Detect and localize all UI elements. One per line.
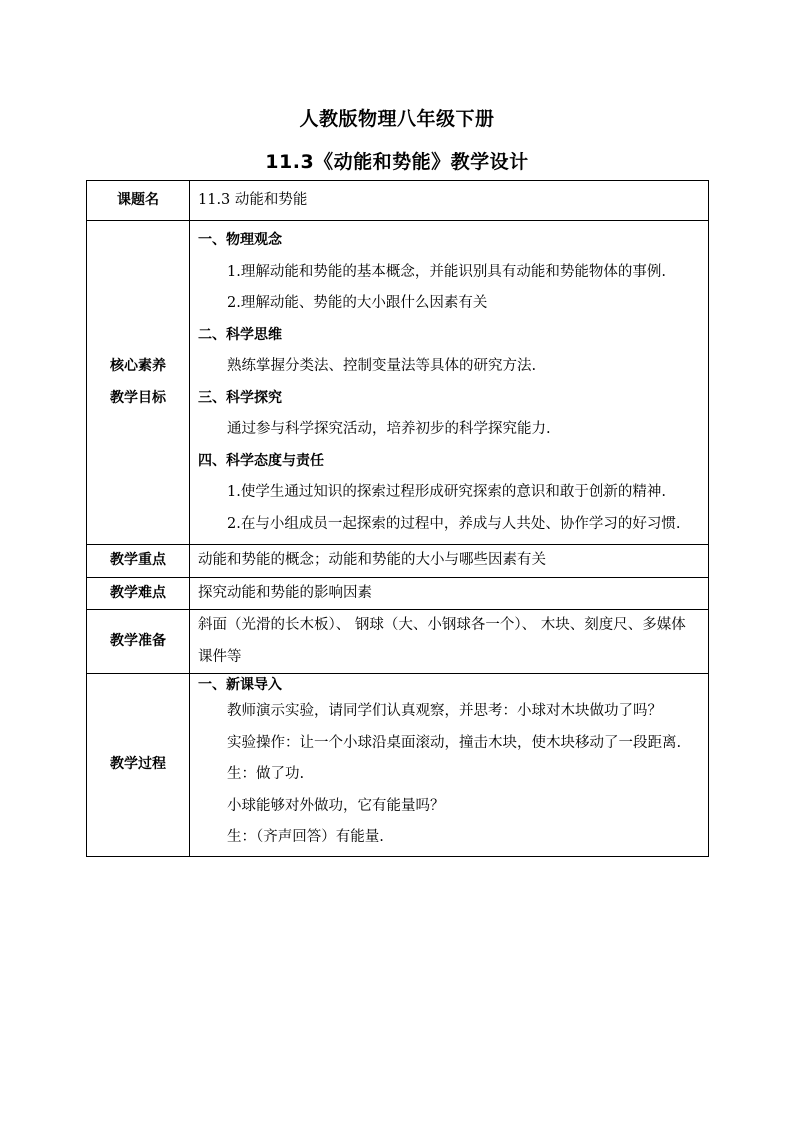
objectives-paragraph: 熟练掌握分类法、控制变量法等具体的研究方法. — [227, 358, 537, 374]
objectives-paragraph: 1.使学生通过知识的探索过程形成研究探索的意识和敢于创新的精神. — [227, 484, 666, 500]
label-objectives-line1: 核心素养 — [110, 358, 166, 374]
objectives-paragraph: 2.在与小组成员一起探索的过程中，养成与人共处、协作学习的好习惯. — [227, 515, 681, 532]
process-paragraph: 教师演示实验，请同学们认真观察，并思考：小球对木块做功了吗？ — [227, 703, 662, 719]
document-subtitle: 11.3《动能和势能》教学设计 — [265, 151, 529, 173]
objectives-paragraph: 1.理解动能和势能的基本概念，并能识别具有动能和势能物体的事例. — [227, 263, 666, 280]
process-paragraph: 生：做了功. — [227, 766, 305, 782]
label-key-points: 教学重点 — [87, 545, 190, 578]
label-process: 教学过程 — [87, 674, 190, 857]
objectives-heading-4: 四、科学态度与责任 — [198, 452, 324, 469]
label-difficulties: 教学难点 — [87, 577, 190, 610]
objectives-heading-2: 二、科学思维 — [198, 326, 282, 343]
process-paragraph: 小球能够对外做功，它有能量吗？ — [227, 797, 445, 814]
value-topic: 11.3 动能和势能 — [190, 181, 709, 221]
label-objectives — [87, 221, 190, 545]
objectives-content — [190, 221, 709, 545]
process-heading: 一、新课导入 — [198, 677, 282, 693]
objectives-heading-1: 一、物理观念 — [198, 232, 282, 248]
row-difficulties — [87, 577, 709, 610]
label-objectives-line2: 教学目标 — [110, 389, 166, 406]
value-difficulties: 探究动能和势能的影响因素 — [190, 577, 709, 610]
process-content — [190, 674, 709, 857]
row-process — [87, 674, 709, 857]
row-topic — [87, 181, 709, 221]
value-preparation: 斜面（光滑的长木板）、 钢球（大、小钢球各一个）、 木块、刻度尺、多媒体课件等 — [190, 610, 709, 674]
row-objectives — [87, 221, 709, 545]
label-preparation: 教学准备 — [87, 610, 190, 674]
value-key-points: 动能和势能的概念；动能和势能的大小与哪些因素有关 — [190, 545, 709, 578]
row-preparation — [87, 610, 709, 674]
objectives-paragraph: 2.理解动能、势能的大小跟什么因素有关 — [227, 295, 488, 311]
objectives-paragraph: 通过参与科学探究活动，培养初步的科学探究能力. — [227, 421, 551, 437]
objectives-heading-3: 三、科学探究 — [198, 389, 282, 406]
process-paragraph: 实验操作：让一个小球沿桌面滚动，撞击木块，使木块移动了一段距离. — [227, 734, 682, 751]
label-topic: 课题名 — [87, 181, 190, 221]
document-title: 人教版物理八年级下册 — [299, 108, 495, 130]
process-paragraph: 生：（齐声回答）有能量. — [227, 829, 384, 845]
lesson-plan-table — [86, 180, 709, 857]
row-key-points — [87, 545, 709, 578]
